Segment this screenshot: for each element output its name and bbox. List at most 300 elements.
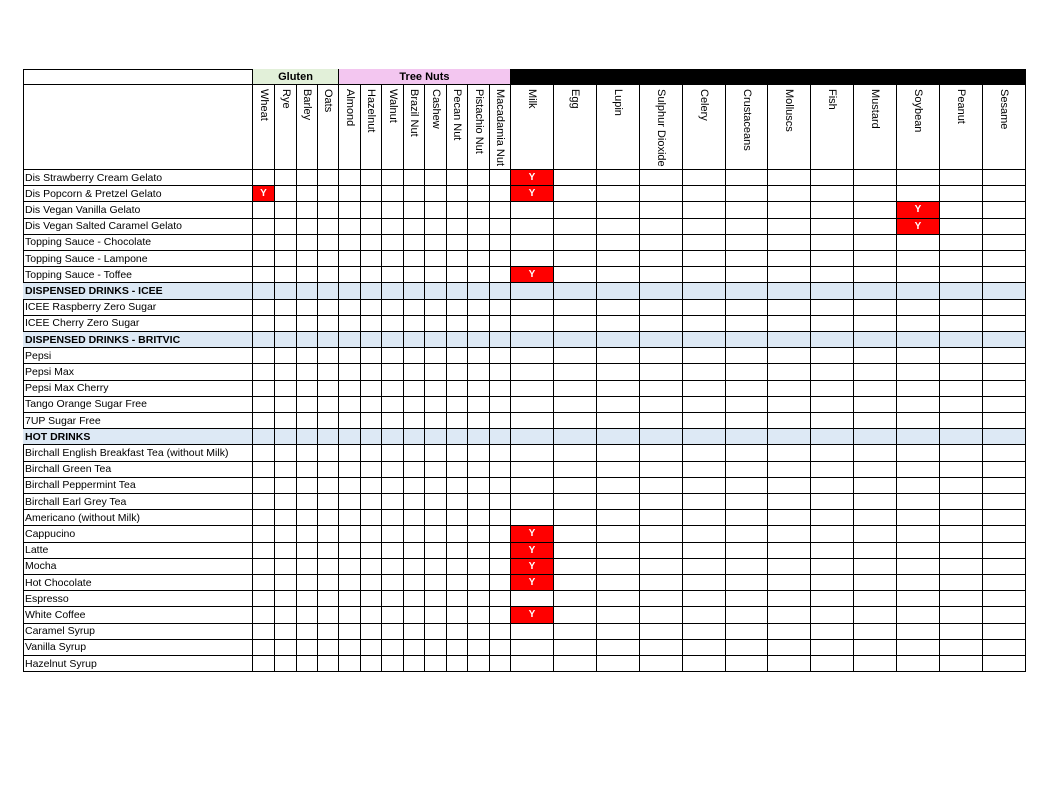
matrix-cell [447, 640, 468, 656]
matrix-cell [404, 559, 425, 575]
matrix-cell [382, 656, 404, 672]
product-name: ICEE Cherry Zero Sugar [23, 316, 253, 332]
matrix-cell [511, 219, 554, 235]
matrix-cell [854, 219, 897, 235]
matrix-cell [361, 251, 382, 267]
allergen-label: Egg [569, 89, 581, 109]
matrix-cell [940, 543, 983, 559]
matrix-cell [683, 510, 726, 526]
matrix-cell [318, 543, 339, 559]
matrix-cell [382, 316, 404, 332]
matrix-cell [253, 494, 275, 510]
matrix-cell [640, 397, 683, 413]
matrix-cell [726, 640, 768, 656]
matrix-cell [275, 445, 297, 461]
matrix-cell [597, 316, 640, 332]
matrix-cell [554, 202, 597, 218]
matrix-cell [318, 381, 339, 397]
matrix-cell [361, 267, 382, 283]
matrix-cell [983, 202, 1026, 218]
allergen-header-fish [811, 85, 854, 170]
matrix-cell [726, 348, 768, 364]
matrix-cell [318, 397, 339, 413]
matrix-cell [683, 478, 726, 494]
matrix-cell [554, 462, 597, 478]
matrix-cell [511, 624, 554, 640]
matrix-cell [318, 429, 339, 445]
matrix-cell [640, 607, 683, 623]
product-name: Dis Vegan Salted Caramel Gelato [23, 219, 253, 235]
matrix-cell [382, 381, 404, 397]
matrix-cell [447, 624, 468, 640]
matrix-cell [382, 413, 404, 429]
matrix-cell [404, 300, 425, 316]
matrix-cell [275, 267, 297, 283]
matrix-cell [597, 510, 640, 526]
matrix-cell [511, 348, 554, 364]
matrix-cell [597, 251, 640, 267]
matrix-cell [983, 300, 1026, 316]
product-name: Americano (without Milk) [23, 510, 253, 526]
product-name: Hazelnut Syrup [23, 656, 253, 672]
matrix-cell [554, 170, 597, 186]
product-name: Dis Strawberry Cream Gelato [23, 170, 253, 186]
matrix-cell [447, 543, 468, 559]
matrix-cell [468, 397, 490, 413]
allergen-flag: Y [511, 607, 554, 623]
matrix-cell [253, 429, 275, 445]
matrix-cell [597, 397, 640, 413]
matrix-cell [275, 543, 297, 559]
matrix-cell [854, 640, 897, 656]
matrix-cell [554, 348, 597, 364]
matrix-cell [597, 348, 640, 364]
matrix-cell [854, 235, 897, 251]
allergen-header-soybean [897, 85, 940, 170]
matrix-cell [297, 300, 318, 316]
allergen-flag: Y [511, 267, 554, 283]
matrix-cell [640, 478, 683, 494]
matrix-cell [897, 640, 940, 656]
matrix-cell [447, 219, 468, 235]
matrix-cell [468, 202, 490, 218]
product-name: Birchall Earl Grey Tea [23, 494, 253, 510]
matrix-cell [683, 332, 726, 348]
matrix-cell [683, 445, 726, 461]
matrix-cell [318, 235, 339, 251]
matrix-cell [275, 381, 297, 397]
matrix-cell [425, 381, 447, 397]
matrix-cell [683, 624, 726, 640]
matrix-cell [253, 397, 275, 413]
matrix-cell [468, 381, 490, 397]
matrix-cell [339, 478, 361, 494]
matrix-cell [425, 413, 447, 429]
matrix-cell [768, 235, 811, 251]
matrix-cell [940, 640, 983, 656]
matrix-cell [768, 591, 811, 607]
matrix-cell [382, 219, 404, 235]
matrix-cell [640, 316, 683, 332]
matrix-cell [339, 186, 361, 202]
matrix-cell [768, 543, 811, 559]
matrix-cell [597, 559, 640, 575]
matrix-cell [468, 170, 490, 186]
matrix-cell [640, 445, 683, 461]
matrix-cell [490, 591, 511, 607]
matrix-cell [726, 478, 768, 494]
matrix-cell [854, 462, 897, 478]
matrix-cell [683, 364, 726, 380]
matrix-cell [511, 364, 554, 380]
product-name: Latte [23, 543, 253, 559]
matrix-cell [404, 510, 425, 526]
product-name: Pepsi Max Cherry [23, 381, 253, 397]
matrix-cell [854, 381, 897, 397]
matrix-cell [554, 364, 597, 380]
matrix-cell [897, 656, 940, 672]
matrix-cell [983, 526, 1026, 542]
matrix-cell [940, 429, 983, 445]
matrix-cell [683, 186, 726, 202]
allergen-label: Fish [826, 89, 838, 110]
matrix-cell [275, 462, 297, 478]
matrix-cell [811, 364, 854, 380]
matrix-cell [447, 202, 468, 218]
matrix-cell [897, 251, 940, 267]
matrix-cell [640, 640, 683, 656]
matrix-cell [490, 267, 511, 283]
matrix-cell [297, 332, 318, 348]
matrix-cell [854, 510, 897, 526]
matrix-cell [253, 251, 275, 267]
matrix-cell [726, 445, 768, 461]
matrix-cell [640, 413, 683, 429]
matrix-cell [382, 559, 404, 575]
matrix-cell [447, 559, 468, 575]
matrix-cell [683, 591, 726, 607]
matrix-cell [297, 494, 318, 510]
allergen-header-sesame [983, 85, 1026, 170]
matrix-cell [554, 235, 597, 251]
matrix-cell [339, 640, 361, 656]
matrix-cell [726, 494, 768, 510]
matrix-cell [404, 445, 425, 461]
matrix-cell [683, 202, 726, 218]
matrix-cell [554, 445, 597, 461]
matrix-cell [361, 510, 382, 526]
matrix-cell [726, 559, 768, 575]
matrix-cell [253, 381, 275, 397]
matrix-cell [447, 332, 468, 348]
matrix-cell [404, 316, 425, 332]
matrix-cell [897, 478, 940, 494]
matrix-cell [339, 348, 361, 364]
matrix-cell [726, 462, 768, 478]
matrix-cell [447, 235, 468, 251]
matrix-cell [768, 656, 811, 672]
matrix-cell [425, 397, 447, 413]
matrix-cell [511, 235, 554, 251]
product-name: ICEE Raspberry Zero Sugar [23, 300, 253, 316]
matrix-cell [940, 559, 983, 575]
matrix-cell [447, 170, 468, 186]
matrix-cell [297, 267, 318, 283]
allergen-header-brazil-nut [404, 85, 425, 170]
matrix-cell [382, 478, 404, 494]
matrix-cell [640, 186, 683, 202]
matrix-cell [339, 413, 361, 429]
matrix-cell [897, 413, 940, 429]
matrix-cell [490, 186, 511, 202]
matrix-cell [940, 445, 983, 461]
matrix-cell [297, 186, 318, 202]
matrix-cell [811, 267, 854, 283]
matrix-cell [468, 543, 490, 559]
matrix-cell [490, 656, 511, 672]
matrix-cell [490, 543, 511, 559]
allergen-header-cashew [425, 85, 447, 170]
product-name: Tango Orange Sugar Free [23, 397, 253, 413]
allergen-flag: Y [511, 186, 554, 202]
matrix-cell [361, 624, 382, 640]
matrix-cell [361, 526, 382, 542]
allergen-flag: Y [511, 526, 554, 542]
matrix-cell [683, 526, 726, 542]
matrix-cell [447, 510, 468, 526]
matrix-cell [554, 640, 597, 656]
product-name: Birchall English Breakfast Tea (without Milk) [23, 445, 253, 461]
matrix-cell [640, 348, 683, 364]
allergen-label: Mustard [869, 89, 881, 129]
matrix-cell [297, 526, 318, 542]
matrix-cell [339, 300, 361, 316]
matrix-cell [511, 300, 554, 316]
matrix-cell [554, 267, 597, 283]
matrix-cell [854, 607, 897, 623]
product-name: White Coffee [23, 607, 253, 623]
matrix-cell [425, 526, 447, 542]
matrix-cell [854, 170, 897, 186]
matrix-cell [854, 364, 897, 380]
product-name: Vanilla Syrup [23, 640, 253, 656]
matrix-cell [983, 494, 1026, 510]
matrix-cell [683, 413, 726, 429]
matrix-cell [425, 656, 447, 672]
matrix-cell [640, 170, 683, 186]
matrix-cell [683, 640, 726, 656]
matrix-cell [361, 300, 382, 316]
matrix-cell [382, 510, 404, 526]
matrix-cell [468, 478, 490, 494]
matrix-cell [940, 251, 983, 267]
matrix-cell [339, 332, 361, 348]
matrix-cell [768, 267, 811, 283]
matrix-cell [511, 429, 554, 445]
matrix-cell [404, 429, 425, 445]
matrix-cell [683, 170, 726, 186]
matrix-cell [490, 381, 511, 397]
matrix-cell [640, 202, 683, 218]
matrix-cell [597, 656, 640, 672]
matrix-cell [297, 429, 318, 445]
matrix-cell [361, 186, 382, 202]
matrix-cell [318, 316, 339, 332]
matrix-cell [253, 413, 275, 429]
matrix-cell [253, 478, 275, 494]
matrix-cell [683, 251, 726, 267]
matrix-cell [425, 300, 447, 316]
matrix-cell [425, 624, 447, 640]
matrix-cell [297, 170, 318, 186]
matrix-cell [297, 348, 318, 364]
matrix-cell [897, 300, 940, 316]
matrix-cell [490, 219, 511, 235]
corner-band-cell [23, 69, 253, 85]
allergen-header-barley [297, 85, 318, 170]
matrix-cell [468, 624, 490, 640]
matrix-cell [253, 526, 275, 542]
matrix-cell [275, 624, 297, 640]
matrix-cell [554, 656, 597, 672]
matrix-cell [983, 591, 1026, 607]
matrix-cell [683, 559, 726, 575]
matrix-cell [726, 526, 768, 542]
matrix-cell [854, 300, 897, 316]
matrix-cell [404, 283, 425, 299]
matrix-cell [425, 251, 447, 267]
matrix-cell [768, 478, 811, 494]
matrix-cell [425, 364, 447, 380]
matrix-cell [554, 381, 597, 397]
matrix-cell [983, 624, 1026, 640]
matrix-cell [897, 348, 940, 364]
matrix-cell [382, 445, 404, 461]
matrix-cell [768, 624, 811, 640]
matrix-cell [361, 543, 382, 559]
matrix-cell [854, 429, 897, 445]
matrix-cell [361, 413, 382, 429]
matrix-cell [940, 624, 983, 640]
matrix-cell [339, 494, 361, 510]
matrix-cell [640, 300, 683, 316]
matrix-cell [318, 202, 339, 218]
matrix-cell [940, 186, 983, 202]
matrix-cell [897, 235, 940, 251]
matrix-cell [811, 251, 854, 267]
matrix-cell [404, 364, 425, 380]
matrix-cell [897, 186, 940, 202]
matrix-cell [554, 219, 597, 235]
matrix-cell [768, 559, 811, 575]
product-name: Birchall Peppermint Tea [23, 478, 253, 494]
matrix-cell [983, 364, 1026, 380]
matrix-cell [425, 462, 447, 478]
matrix-cell [811, 283, 854, 299]
section-header-row: DISPENSED DRINKS - BRITVIC [23, 332, 253, 348]
matrix-cell [854, 202, 897, 218]
matrix-cell [726, 510, 768, 526]
matrix-cell [897, 526, 940, 542]
matrix-cell [726, 170, 768, 186]
matrix-cell [940, 332, 983, 348]
matrix-cell [940, 397, 983, 413]
matrix-cell [811, 575, 854, 591]
allergen-label: Cashew [429, 89, 442, 129]
matrix-cell [811, 478, 854, 494]
matrix-cell [811, 316, 854, 332]
matrix-cell [361, 462, 382, 478]
matrix-cell [297, 640, 318, 656]
matrix-cell [597, 186, 640, 202]
matrix-cell [297, 607, 318, 623]
allergen-header-pistachio-nut [468, 85, 490, 170]
matrix-cell [382, 591, 404, 607]
matrix-cell [425, 543, 447, 559]
matrix-cell [318, 170, 339, 186]
matrix-cell [339, 283, 361, 299]
product-name: Cappucino [23, 526, 253, 542]
matrix-cell [490, 462, 511, 478]
matrix-cell [597, 445, 640, 461]
matrix-cell [726, 235, 768, 251]
matrix-cell [811, 640, 854, 656]
matrix-cell [297, 283, 318, 299]
allergen-label: Pistachio Nut [472, 89, 485, 154]
allergen-header-pecan-nut [447, 85, 468, 170]
allergen-label: Rye [279, 89, 292, 109]
matrix-cell [361, 316, 382, 332]
matrix-cell [897, 170, 940, 186]
matrix-cell [490, 478, 511, 494]
matrix-cell [983, 429, 1026, 445]
matrix-cell [275, 510, 297, 526]
matrix-cell [811, 219, 854, 235]
allergen-header-rye [275, 85, 297, 170]
matrix-cell [983, 267, 1026, 283]
matrix-cell [318, 251, 339, 267]
matrix-cell [318, 640, 339, 656]
name-header-cell [23, 85, 253, 170]
matrix-cell [983, 607, 1026, 623]
matrix-cell [297, 510, 318, 526]
matrix-cell [318, 348, 339, 364]
matrix-cell [382, 543, 404, 559]
matrix-cell [897, 559, 940, 575]
allergen-label: Crustaceans [740, 89, 753, 151]
matrix-cell [447, 607, 468, 623]
matrix-cell [361, 575, 382, 591]
matrix-cell [361, 445, 382, 461]
matrix-cell [275, 640, 297, 656]
matrix-cell [297, 364, 318, 380]
matrix-cell [468, 559, 490, 575]
matrix-cell [468, 348, 490, 364]
matrix-cell [683, 429, 726, 445]
matrix-cell [640, 267, 683, 283]
matrix-cell [404, 494, 425, 510]
allergen-flag: Y [253, 186, 275, 202]
matrix-cell [811, 591, 854, 607]
matrix-cell [361, 364, 382, 380]
matrix-cell [511, 656, 554, 672]
matrix-cell [404, 656, 425, 672]
matrix-cell [253, 267, 275, 283]
matrix-cell [404, 543, 425, 559]
matrix-cell [768, 381, 811, 397]
matrix-cell [404, 640, 425, 656]
allergen-header-hazelnut [361, 85, 382, 170]
